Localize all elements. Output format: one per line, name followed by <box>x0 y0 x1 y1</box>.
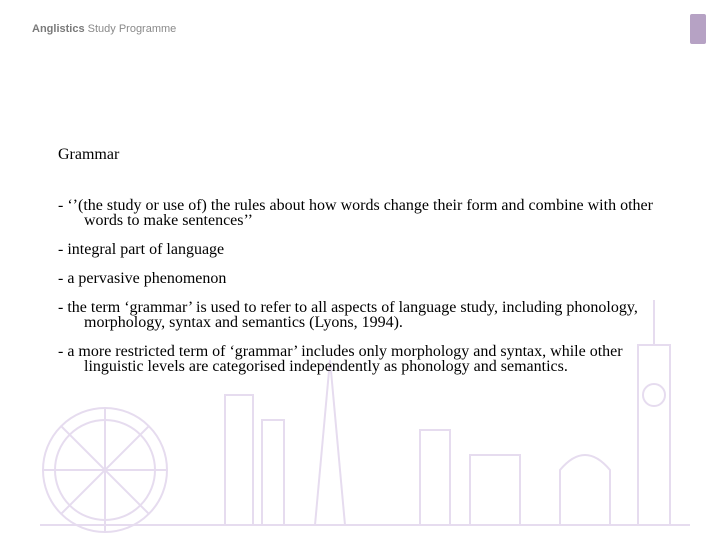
bullet-integral-part: - integral part of language <box>58 241 225 258</box>
bullet-restricted-term: - a more restricted term of ‘grammar’ includes only morphology and syntax, while other linguistic levels are categorised independently as phonology and semantics. <box>58 343 623 375</box>
bullet-definition: - ‘’(the study or use of) the rules about how words change their form and combine with other words to make sentences’’ <box>58 197 653 229</box>
slide-title: Grammar <box>58 146 120 163</box>
header-programme-name: Anglistics <box>32 23 85 35</box>
header-programme-suffix: Study Programme <box>87 23 177 35</box>
university-logo-icon <box>690 14 706 44</box>
programme-header <box>32 23 176 35</box>
bullet-pervasive: - a pervasive phenomenon <box>58 270 227 287</box>
slide-content <box>58 146 678 388</box>
bullet-broad-term: - the term ‘grammar’ is used to refer to all aspects of language study, including phonology, morphology, syntax and semantics (Lyons, 1994). <box>58 299 638 331</box>
